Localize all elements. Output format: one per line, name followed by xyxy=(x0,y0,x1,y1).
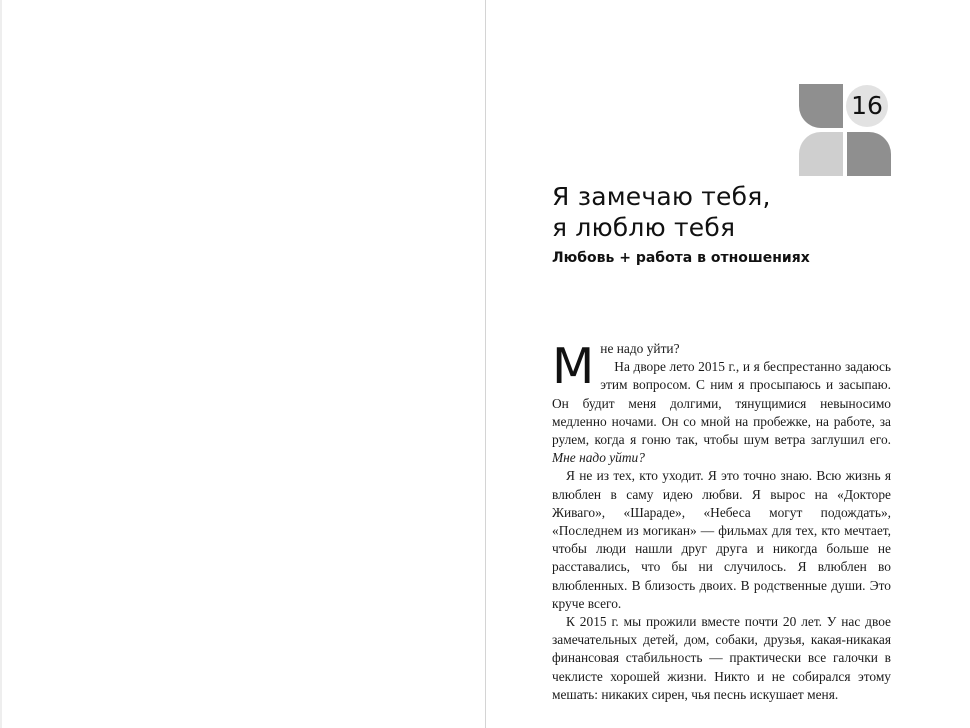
chapter-title-line-1: Я замечаю тебя, xyxy=(552,182,771,211)
paragraph-3: К 2015 г. мы прожили вместе почти 20 лет. У нас двое замечательных детей, дом, собаки, друзья, какая-никакая финансовая стабильность — практически все галочки в чеклисте хорошей жизни. Никто и не собирался этому мешать: никаких сирен, чья песнь искушает меня. xyxy=(552,614,891,702)
chapter-emblem xyxy=(799,84,891,176)
chapter-title-line-2: я люблю тебя xyxy=(552,213,736,242)
chapter-body xyxy=(552,340,891,704)
chapter-number: 16 xyxy=(851,91,883,120)
left-page-edge xyxy=(0,0,2,728)
right-page xyxy=(486,0,970,728)
paragraph-1-text xyxy=(552,358,891,467)
paragraph-1-italic: Мне надо уйти? xyxy=(552,450,645,466)
drop-cap: М xyxy=(552,338,595,395)
paragraph-1-body: На дворе лето 2015 г., и я беспрестанно задаюсь этим вопросом. С ним я просыпаюсь и засыпаю. Он будит меня долгими, тянущимися невыносимо медленно ночами. Он со мной на пробежке, на работе, за рулем, когда я гоню так, чтобы шум ветра заглушил его. xyxy=(552,359,891,448)
chapter-subtitle: Любовь + работа в отношениях xyxy=(552,250,810,266)
paragraph-2: Я не из тех, кто уходит. Я это точно знаю. Всю жизнь я влюблен в саму идею любви. Я вырос на «Докторе Живаго», «Шараде», «Небеса могут подождать», «Последнем из могикан» — фильмах для тех, кто мечтает, чтобы люди нашли друг друга и никогда больше не расставались, что бы ни случилось. Я влюблен во влюбленных. В близость двоих. В родственные души. Это круче всего. xyxy=(552,468,891,611)
paragraph-1 xyxy=(552,340,891,467)
chapter-title xyxy=(552,181,892,243)
paragraph-1-opening: не надо уйти? xyxy=(600,341,680,356)
